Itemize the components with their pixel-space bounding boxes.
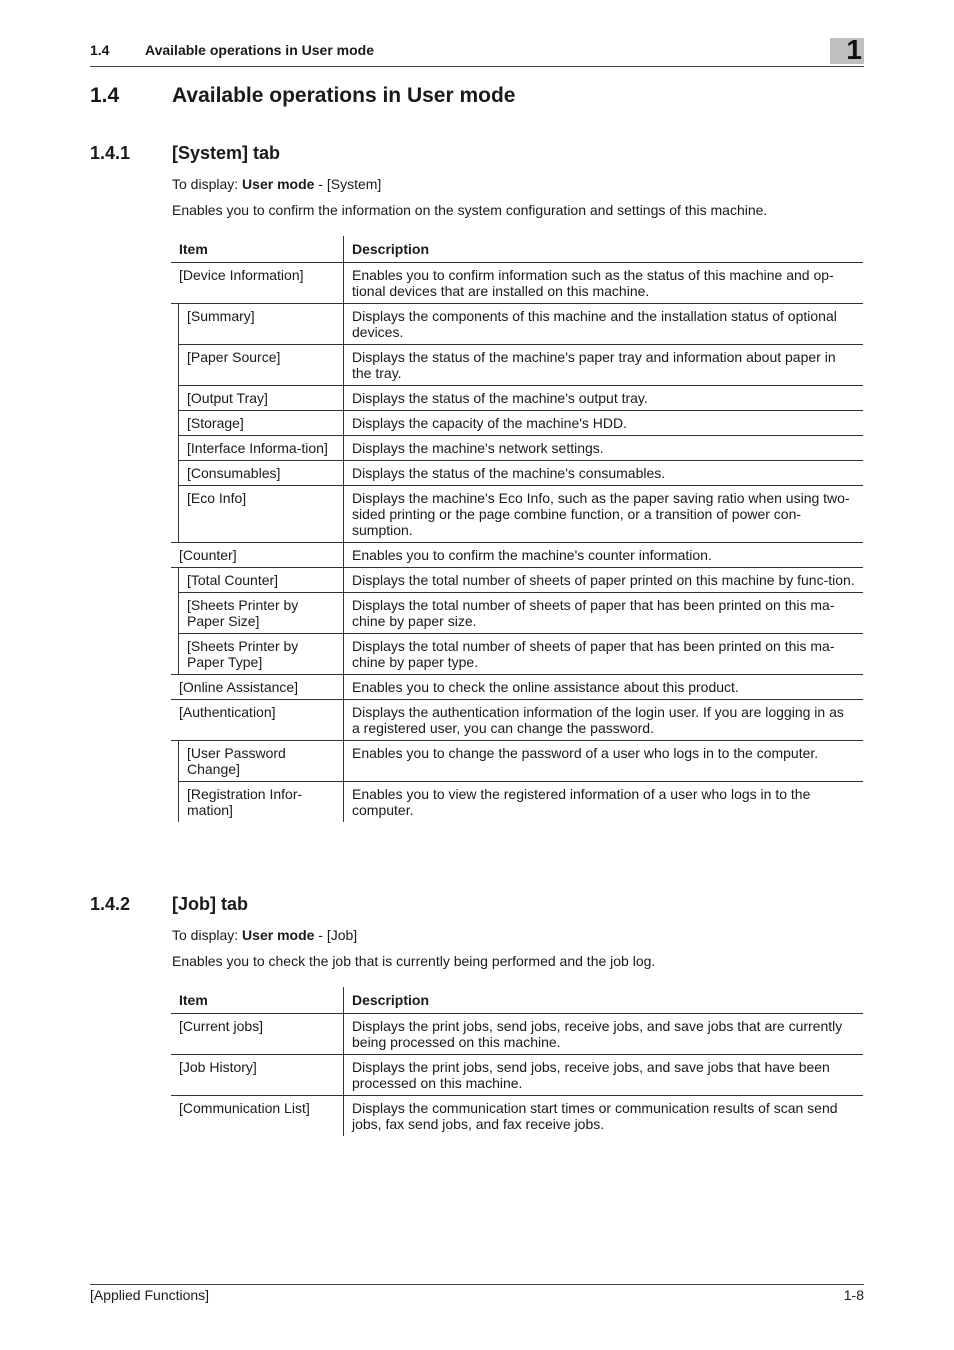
item-cell: [Device Information] xyxy=(171,263,344,304)
display-suffix: - [System] xyxy=(314,176,382,192)
table-header-row xyxy=(171,987,863,1014)
table-row xyxy=(171,1014,863,1055)
table-header-row xyxy=(171,236,863,263)
table-row xyxy=(171,486,863,543)
sub-item-cell: [Interface Informa-tion] xyxy=(179,436,344,461)
table-row xyxy=(171,411,863,436)
indent-cell xyxy=(171,593,179,634)
table-row xyxy=(171,543,863,568)
job-intro: Enables you to check the job that is currently being performed and the job log. xyxy=(172,953,656,969)
table-row xyxy=(171,263,863,304)
column-header-description: Description xyxy=(344,236,864,263)
indent-cell xyxy=(171,304,179,345)
table-row xyxy=(171,1055,863,1096)
display-mode: User mode xyxy=(242,176,315,192)
display-mode: User mode xyxy=(242,927,315,943)
table-row xyxy=(171,700,863,741)
page-number: 1-8 xyxy=(843,1287,864,1303)
table-row xyxy=(171,345,863,386)
description-cell: Displays the machine's network settings. xyxy=(344,436,864,461)
system-tab-number: 1.4.1 xyxy=(90,143,131,163)
item-cell: [Job History] xyxy=(171,1055,344,1096)
sub-item-cell: [Sheets Printer by Paper Size] xyxy=(179,593,344,634)
indent-cell xyxy=(171,741,179,782)
system-intro: Enables you to confirm the information on the system configuration and settings of this machine. xyxy=(172,202,768,218)
display-suffix: - [Job] xyxy=(314,927,358,943)
description-cell: Displays the total number of sheets of paper that has been printed on this ma-chine by paper size. xyxy=(344,593,864,634)
description-cell: Enables you to view the registered information of a user who logs in to the computer. xyxy=(352,786,811,818)
header-section-number: 1.4 xyxy=(90,42,110,58)
description-cell: Displays the print jobs, send jobs, receive jobs, and save jobs that have been processed on this machine. xyxy=(344,1055,864,1096)
item-cell: [Current jobs] xyxy=(171,1014,344,1055)
item-cell: [Authentication] xyxy=(171,700,344,741)
chapter-tab xyxy=(830,34,864,65)
sub-item-cell: [Output Tray] xyxy=(179,386,344,411)
job-tab-table xyxy=(171,987,863,1136)
description-cell: Displays the authentication information of the login user. If you are logging in as a registered user, you can change the password. xyxy=(344,700,864,741)
table-row xyxy=(171,386,863,411)
sub-item-cell: [Summary] xyxy=(179,304,344,345)
table-row xyxy=(171,436,863,461)
description-cell: Displays the machine's Eco Info, such as the paper saving ratio when using two-sided printing or the page combine function, or a transition of power con-sumption. xyxy=(344,486,864,543)
description-cell: Displays the status of the machine's output tray. xyxy=(344,386,864,411)
table-row xyxy=(171,634,863,675)
description-cell: Displays the total number of sheets of paper that has been printed on this ma-chine by paper type. xyxy=(344,634,864,675)
column-header-item: Item xyxy=(171,236,344,263)
indent-cell xyxy=(171,782,179,823)
item-cell: [Online Assistance] xyxy=(171,675,344,700)
page-footer xyxy=(90,1284,864,1303)
job-tab-number: 1.4.2 xyxy=(90,894,131,914)
indent-cell xyxy=(171,486,179,543)
footer-manual-title: [Applied Functions] xyxy=(90,1287,210,1303)
display-prefix: To display: xyxy=(172,176,243,192)
sub-item-cell: [Consumables] xyxy=(179,461,344,486)
system-tab-table xyxy=(171,236,863,822)
sub-item-cell: [Sheets Printer by Paper Type] xyxy=(179,634,344,675)
description-cell: Enables you to check the online assistance about this product. xyxy=(344,675,864,700)
description-cell: Displays the components of this machine and the installation status of optional devices. xyxy=(344,304,864,345)
description-cell: Displays the total number of sheets of paper printed on this machine by func-tion. xyxy=(344,568,864,593)
display-prefix: To display: xyxy=(172,927,243,943)
item-cell: [Communication List] xyxy=(171,1096,344,1137)
description-cell: Enables you to confirm the machine's counter information. xyxy=(344,543,864,568)
section-heading xyxy=(90,84,516,108)
table-row xyxy=(171,1096,863,1137)
system-display-path xyxy=(172,176,381,192)
sub-item-cell: [Eco Info] xyxy=(179,486,344,543)
table-row xyxy=(171,675,863,700)
description-cell: Enables you to confirm information such as the status of this machine and op-tional devices that are installed on this machine. xyxy=(344,263,864,304)
description-cell: Displays the print jobs, send jobs, receive jobs, and save jobs that are currently being processed on this machine. xyxy=(344,1014,864,1055)
column-header-description: Description xyxy=(344,987,864,1014)
table-row xyxy=(171,568,863,593)
chapter-number: 1 xyxy=(846,34,862,65)
column-header-item: Item xyxy=(171,987,344,1014)
table-row xyxy=(171,461,863,486)
description-cell: Displays the communication start times or communication results of scan send jobs, fax send jobs, and fax receive jobs. xyxy=(352,1100,838,1132)
indent-cell xyxy=(171,345,179,386)
system-tab-heading xyxy=(90,143,280,164)
job-tab-title: [Job] tab xyxy=(172,894,248,914)
table-row xyxy=(171,741,863,782)
system-tab-title: [System] tab xyxy=(172,143,281,163)
table-row xyxy=(171,304,863,345)
running-header xyxy=(90,34,864,67)
description-cell: Displays the capacity of the machine's HDD. xyxy=(344,411,864,436)
indent-cell xyxy=(171,436,179,461)
table-row xyxy=(171,593,863,634)
indent-cell xyxy=(171,568,179,593)
section-number: 1.4 xyxy=(90,84,120,107)
indent-cell xyxy=(171,411,179,436)
description-cell: Enables you to change the password of a user who logs in to the computer. xyxy=(344,741,864,782)
header-section-title: Available operations in User mode xyxy=(145,42,374,58)
indent-cell xyxy=(171,461,179,486)
sub-item-cell: [Storage] xyxy=(179,411,344,436)
description-cell: Displays the status of the machine's paper tray and information about paper in the tray. xyxy=(344,345,864,386)
indent-cell xyxy=(171,634,179,675)
item-cell: [Counter] xyxy=(171,543,344,568)
sub-item-cell: [Total Counter] xyxy=(179,568,344,593)
sub-item-cell: [Registration Infor-mation] xyxy=(179,782,344,823)
section-title: Available operations in User mode xyxy=(172,84,516,107)
description-cell: Displays the status of the machine's consumables. xyxy=(344,461,864,486)
sub-item-cell: [Paper Source] xyxy=(179,345,344,386)
table-row xyxy=(171,782,863,823)
sub-item-cell: [User Password Change] xyxy=(179,741,344,782)
indent-cell xyxy=(171,386,179,411)
job-display-path xyxy=(172,927,357,943)
job-tab-heading xyxy=(90,894,248,915)
